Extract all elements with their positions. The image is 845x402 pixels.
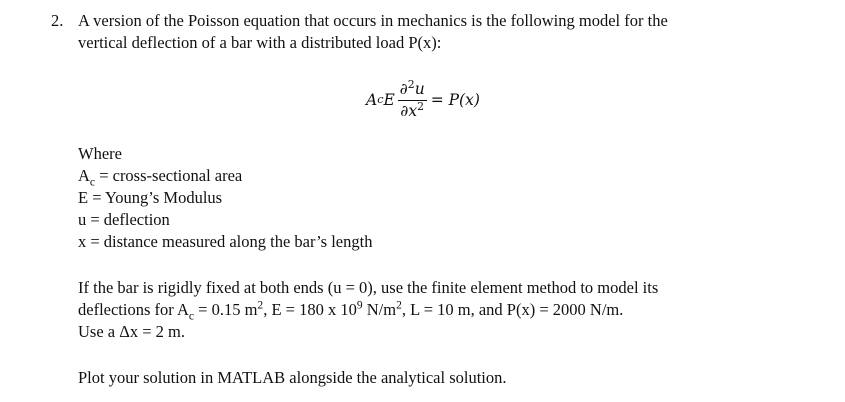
intro-line-2: vertical deflection of a bar with a distributed load P(x):	[78, 33, 442, 52]
intro-line-1: A version of the Poisson equation that occurs in mechanics is the following model for the	[78, 11, 668, 30]
poisson-equation: A c E $\frac{\partial^2u}{\partial x^2}$ = P(x)	[366, 77, 480, 120]
equation-numerator: ∂$^2$u	[398, 80, 427, 101]
equation-denominator: $\partial x^2$	[400, 99, 425, 120]
equation-coefficient-a: A	[366, 91, 378, 109]
definition-ac: $A_c$ = cross-sectional area	[78, 166, 243, 189]
problem-number: 2.	[51, 11, 64, 30]
task-line-1: If the bar is rigidly fixed at both ends (u = 0), use the finite element method to model its	[78, 278, 659, 297]
equation-coefficient-e: E	[383, 91, 395, 109]
task-line-3: Use a Δx = 2 m.	[78, 322, 185, 341]
definition-x: x = distance measured along the bar’s length	[78, 232, 373, 251]
definitions-heading: Where	[78, 144, 122, 163]
equation-rhs: = P(x)	[430, 91, 480, 109]
definition-e: E = Young’s Modulus	[78, 188, 223, 207]
equation-fraction	[398, 77, 427, 121]
task-line-2: deflections for $A_c = 0.15$ $m^2$, E = 180 x $10^9$ $N/m^2$, L = 10 m, and P(x) = 2000 N/m.	[78, 299, 624, 323]
definition-u: u = deflection	[78, 210, 170, 229]
plot-instruction: Plot your solution in MATLAB alongside the analytical solution.	[78, 368, 507, 387]
